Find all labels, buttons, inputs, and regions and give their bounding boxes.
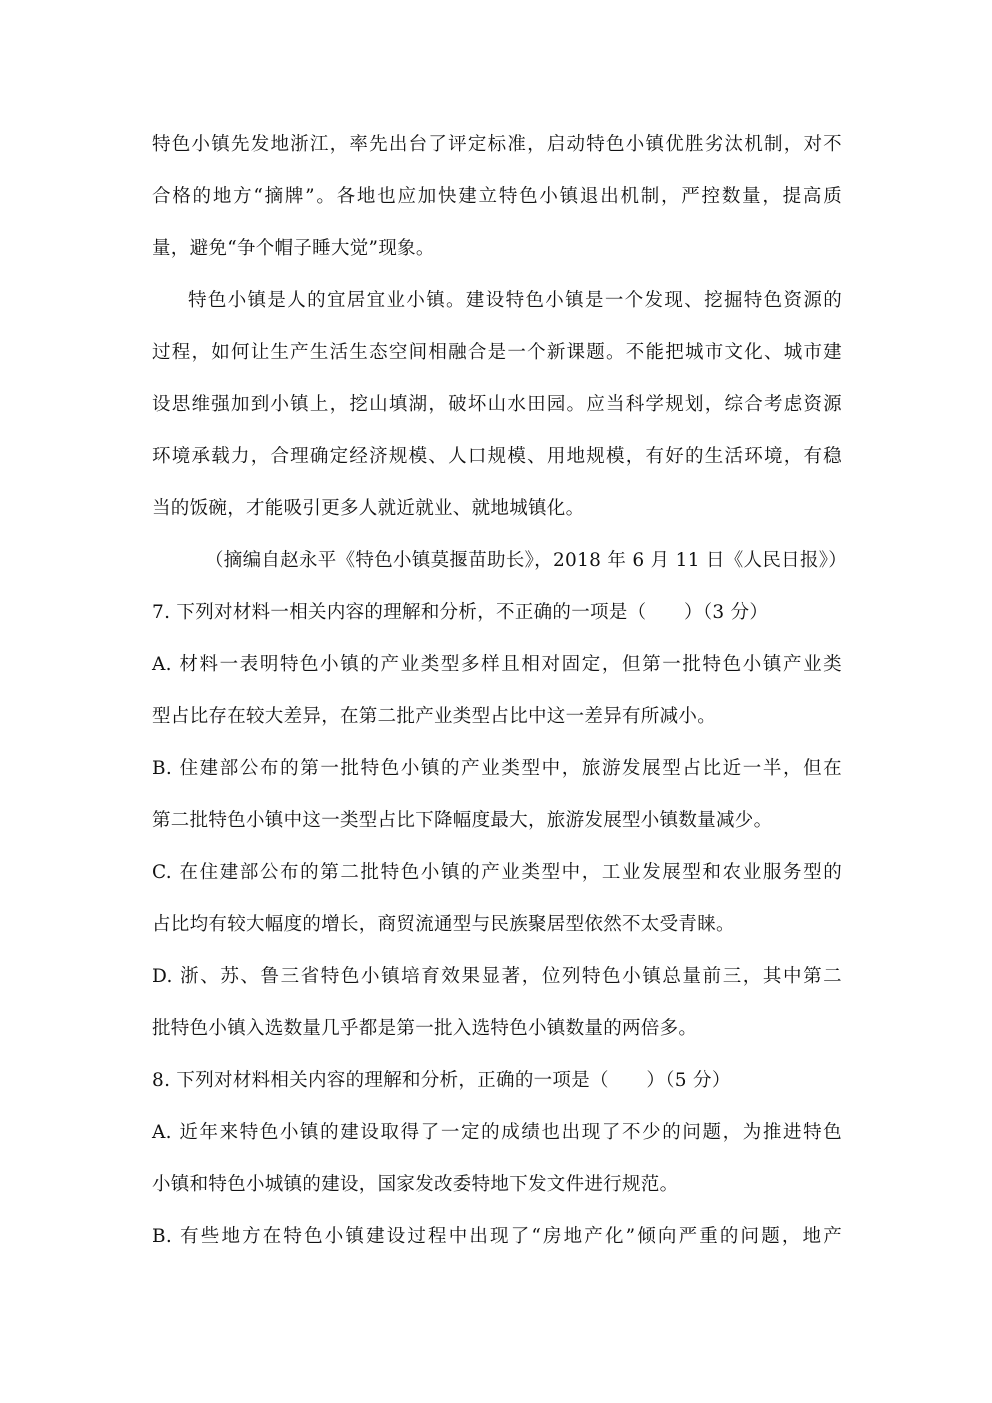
option-a: A. 材料一表明特色小镇的产业类型多样且相对固定，但第一批特色小镇产业类 bbox=[152, 654, 842, 675]
text-line: 量，避免“争个帽子睡大觉”现象。 bbox=[152, 238, 435, 259]
option-c-cont: 占比均有较大幅度的增长，商贸流通型与民族聚居型依然不太受青睐。 bbox=[152, 914, 735, 935]
text-line: 合格的地方“摘牌”。各地也应加快建立特色小镇退出机制，严控数量，提高质 bbox=[152, 186, 842, 207]
option-b-cont: 第二批特色小镇中这一类型占比下降幅度最大，旅游发展型小镇数量减少。 bbox=[152, 810, 773, 831]
question-7-stem: 7. 下列对材料一相关内容的理解和分析，不正确的一项是（ ）（3 分） bbox=[152, 602, 769, 623]
option-d: D. 浙、苏、鲁三省特色小镇培育效果显著，位列特色小镇总量前三，其中第二 bbox=[152, 966, 842, 987]
option-b: B. 住建部公布的第一批特色小镇的产业类型中，旅游发展型占比近一半，但在 bbox=[152, 758, 842, 779]
option-b: B. 有些地方在特色小镇建设过程中出现了“房地产化”倾向严重的问题，地产 bbox=[152, 1226, 842, 1247]
text-line: 设思维强加到小镇上，挖山填湖，破坏山水田园。应当科学规划，综合考虑资源 bbox=[152, 394, 842, 415]
text-line: 特色小镇先发地浙江，率先出台了评定标准，启动特色小镇优胜劣汰机制，对不 bbox=[152, 134, 842, 155]
option-a-cont: 型占比存在较大差异，在第二批产业类型占比中这一差异有所减小。 bbox=[152, 706, 717, 727]
text-line: 当的饭碗，才能吸引更多人就近就业、就地城镇化。 bbox=[152, 498, 585, 519]
option-c: C. 在住建部公布的第二批特色小镇的产业类型中，工业发展型和农业服务型的 bbox=[152, 862, 842, 883]
option-a-cont: 小镇和特色小城镇的建设，国家发改委特地下发文件进行规范。 bbox=[152, 1174, 679, 1195]
option-d-cont: 批特色小镇入选数量几乎都是第一批入选特色小镇数量的两倍多。 bbox=[152, 1018, 698, 1039]
question-8-stem: 8. 下列对材料相关内容的理解和分析，正确的一项是（ ）（5 分） bbox=[152, 1070, 731, 1091]
text-line: 过程，如何让生产生活生态空间相融合是一个新课题。不能把城市文化、城市建 bbox=[152, 342, 842, 363]
text-line: 环境承载力，合理确定经济规模、人口规模、用地规模，有好的生活环境，有稳 bbox=[152, 446, 842, 467]
citation-line: （摘编自赵永平《特色小镇莫揠苗助长》，2018 年 6 月 11 日《人民日报》） bbox=[205, 550, 848, 571]
text-line: 特色小镇是人的宜居宜业小镇。建设特色小镇是一个发现、挖掘特色资源的 bbox=[188, 290, 842, 311]
option-a: A. 近年来特色小镇的建设取得了一定的成绩也出现了不少的问题，为推进特色 bbox=[152, 1122, 842, 1143]
